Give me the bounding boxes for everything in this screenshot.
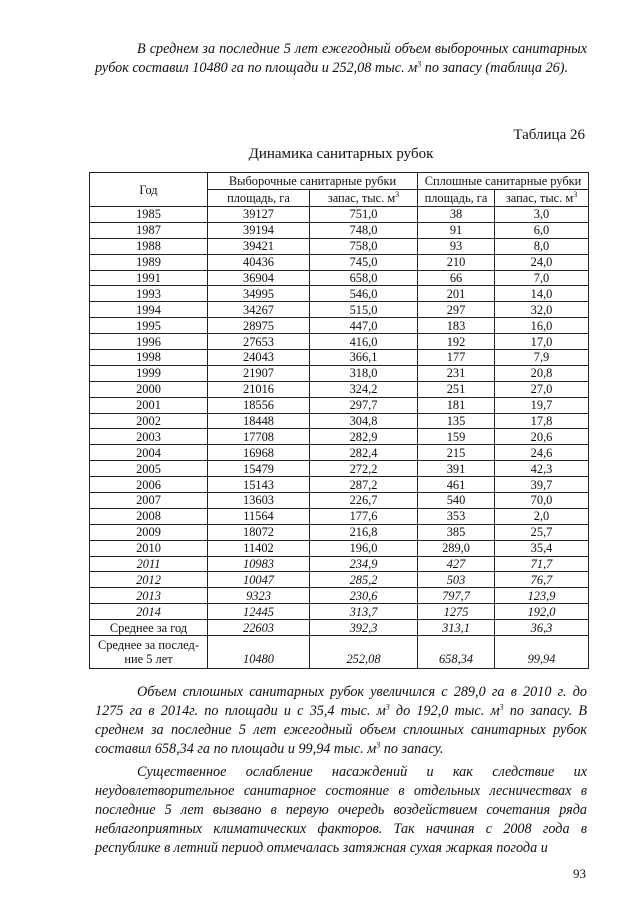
unit-superscript: 3	[573, 189, 578, 199]
cell-clr-stock: 20,8	[495, 365, 589, 381]
cell-clr-area: 427	[418, 556, 495, 572]
cell-sel-area: 40436	[208, 254, 310, 270]
table-row	[90, 397, 589, 413]
cell-clr-stock: 24,0	[495, 254, 589, 270]
cell-year: 2014	[90, 604, 208, 620]
header-clear-cuttings: Сплошные санитарные рубки	[418, 173, 589, 190]
cell-year: 2009	[90, 524, 208, 540]
intro-paragraph	[95, 40, 587, 78]
cell-clr-stock: 6,0	[495, 222, 589, 238]
para2-text-b: до 192,0 тыс. м	[389, 703, 500, 719]
cell-clr-stock: 71,7	[495, 556, 589, 572]
cell-clr-stock: 14,0	[495, 286, 589, 302]
cell-year: 2003	[90, 429, 208, 445]
cell-label: Среднее за послед-ние 5 лет	[90, 636, 208, 669]
cell-clr-area: 461	[418, 477, 495, 493]
cell-clr-stock: 24,6	[495, 445, 589, 461]
cell-sel-area: 36904	[208, 270, 310, 286]
header-year: Год	[90, 173, 208, 207]
cell-sel-stock: 745,0	[310, 254, 418, 270]
cell-sel-stock: 234,9	[310, 556, 418, 572]
table-row	[90, 461, 589, 477]
cell-clr-stock: 7,9	[495, 350, 589, 366]
cell-sel-area: 18448	[208, 413, 310, 429]
cell-sel-area: 39127	[208, 207, 310, 223]
cell-clr-stock: 2,0	[495, 508, 589, 524]
cell-sel-area: 18556	[208, 397, 310, 413]
cell-year: 2001	[90, 397, 208, 413]
cell-sel-area: 24043	[208, 350, 310, 366]
table-row	[90, 524, 589, 540]
cell-year: 2010	[90, 540, 208, 556]
cell-year: 2006	[90, 477, 208, 493]
cell-sel-area: 9323	[208, 588, 310, 604]
table-row	[90, 302, 589, 318]
cell-clr-stock: 16,0	[495, 318, 589, 334]
cell-year: 2013	[90, 588, 208, 604]
cell-sel-stock: 297,7	[310, 397, 418, 413]
cell-year: 1998	[90, 350, 208, 366]
cell-clr-area: 192	[418, 334, 495, 350]
cell-sel-stock: 282,4	[310, 445, 418, 461]
table-row-mean-5-years	[90, 636, 589, 669]
header-selective-cuttings: Выборочные санитарные рубки	[208, 173, 418, 190]
table-title: Динамика санитарных рубок	[248, 146, 434, 162]
para2-text-d: по запасу.	[380, 741, 444, 757]
table-row	[90, 556, 589, 572]
cell-sel-stock: 515,0	[310, 302, 418, 318]
cell-clr-stock: 27,0	[495, 381, 589, 397]
table-row	[90, 572, 589, 588]
cell-year: 2011	[90, 556, 208, 572]
cell-clr-area: 183	[418, 318, 495, 334]
cell-clr-stock: 42,3	[495, 461, 589, 477]
cell-sel-area: 13603	[208, 493, 310, 509]
cell-sel-stock: 285,2	[310, 572, 418, 588]
header-selective-area: площадь, га	[208, 190, 310, 207]
table-row	[90, 493, 589, 509]
cell-sel-area: 15143	[208, 477, 310, 493]
cell-clr-stock: 99,94	[495, 636, 589, 669]
cell-clr-area: 66	[418, 270, 495, 286]
cell-sel-stock: 230,6	[310, 588, 418, 604]
cell-sel-area: 10983	[208, 556, 310, 572]
cell-year: 2007	[90, 493, 208, 509]
cell-sel-area: 12445	[208, 604, 310, 620]
table-row-mean-year	[90, 620, 589, 636]
para2-text-c: по запасу. В среднем за последние 5 лет ежегодный объем сплошных санитарных рубок составил 658,34 га по площади и 99,94 тыс. м	[95, 703, 587, 757]
cell-sel-stock: 758,0	[310, 238, 418, 254]
cell-clr-area: 93	[418, 238, 495, 254]
cell-clr-area: 289,0	[418, 540, 495, 556]
cell-sel-area: 27653	[208, 334, 310, 350]
table-row	[90, 588, 589, 604]
cell-year: 2002	[90, 413, 208, 429]
table-row	[90, 286, 589, 302]
cell-year: 1989	[90, 254, 208, 270]
table-row	[90, 365, 589, 381]
cell-sel-stock: 751,0	[310, 207, 418, 223]
clear-cuttings-paragraph	[95, 683, 587, 759]
cell-sel-stock: 416,0	[310, 334, 418, 350]
cell-sel-stock: 546,0	[310, 286, 418, 302]
cell-clr-area: 251	[418, 381, 495, 397]
table-row	[90, 381, 589, 397]
cell-clr-area: 540	[418, 493, 495, 509]
cell-clr-area: 503	[418, 572, 495, 588]
cell-clr-stock: 192,0	[495, 604, 589, 620]
cell-clr-stock: 35,4	[495, 540, 589, 556]
table-row	[90, 350, 589, 366]
cell-clr-area: 385	[418, 524, 495, 540]
cell-sel-stock: 324,2	[310, 381, 418, 397]
cell-clr-stock: 7,0	[495, 270, 589, 286]
cell-sel-stock: 177,6	[310, 508, 418, 524]
cell-clr-area: 135	[418, 413, 495, 429]
cell-clr-stock: 8,0	[495, 238, 589, 254]
cell-clr-stock: 76,7	[495, 572, 589, 588]
cell-clr-area: 658,34	[418, 636, 495, 669]
cell-year: 1995	[90, 318, 208, 334]
cell-year: 2008	[90, 508, 208, 524]
cell-sel-area: 39421	[208, 238, 310, 254]
cell-clr-stock: 17,8	[495, 413, 589, 429]
stock-label: запас, тыс. м	[327, 191, 396, 205]
weakening-paragraph: Существенное ослабление насаждений и как следствие их неудовлетворительное санитарное состояние в отдельных лесничествах в последние 5 лет вызвано в первую очередь воздействием сочетания ряда неблагоприятных климатических факторов. Так начиная с 2008 года в республике в летний период отмечалась затяжная сухая жаркая погода и	[95, 764, 587, 856]
cell-sel-area: 17708	[208, 429, 310, 445]
cell-sel-stock: 216,8	[310, 524, 418, 540]
cell-year: 1987	[90, 222, 208, 238]
intro-text-end: по запасу (таблица 26).	[421, 60, 569, 76]
table-row	[90, 508, 589, 524]
table-row	[90, 207, 589, 223]
cell-clr-area: 313,1	[418, 620, 495, 636]
table-row	[90, 254, 589, 270]
cell-sel-area: 18072	[208, 524, 310, 540]
cell-clr-area: 181	[418, 397, 495, 413]
cell-clr-stock: 123,9	[495, 588, 589, 604]
cell-clr-area: 231	[418, 365, 495, 381]
cell-sel-area: 10480	[208, 636, 310, 669]
cell-clr-stock: 70,0	[495, 493, 589, 509]
sanitary-cuttings-table	[89, 172, 589, 669]
cell-sel-stock: 252,08	[310, 636, 418, 669]
header-clear-stock	[495, 190, 589, 207]
table-row	[90, 270, 589, 286]
cell-sel-stock: 366,1	[310, 350, 418, 366]
cell-sel-stock: 282,9	[310, 429, 418, 445]
cell-sel-area: 11564	[208, 508, 310, 524]
table-row	[90, 318, 589, 334]
table-row	[90, 429, 589, 445]
cell-year: 1999	[90, 365, 208, 381]
unit-superscript: 3	[499, 702, 504, 712]
cell-clr-stock: 39,7	[495, 477, 589, 493]
cell-sel-area: 22603	[208, 620, 310, 636]
para2-text-a: Объем сплошных санитарных рубок увеличился с 289,0 га в 2010 г. до 1275 га в 2014г. по площади и с 35,4 тыс. м	[95, 684, 587, 719]
cell-clr-area: 210	[418, 254, 495, 270]
table-row	[90, 477, 589, 493]
table-row	[90, 334, 589, 350]
cell-sel-area: 21907	[208, 365, 310, 381]
table-row	[90, 445, 589, 461]
cell-sel-area: 10047	[208, 572, 310, 588]
cell-sel-area: 39194	[208, 222, 310, 238]
cell-clr-stock: 36,3	[495, 620, 589, 636]
cell-clr-area: 91	[418, 222, 495, 238]
cell-sel-stock: 447,0	[310, 318, 418, 334]
cell-year: 1994	[90, 302, 208, 318]
cell-clr-area: 391	[418, 461, 495, 477]
table-row	[90, 540, 589, 556]
cell-year: 1985	[90, 207, 208, 223]
cell-clr-area: 201	[418, 286, 495, 302]
cell-sel-area: 16968	[208, 445, 310, 461]
table-row	[90, 222, 589, 238]
cell-year: 2005	[90, 461, 208, 477]
cell-sel-stock: 304,8	[310, 413, 418, 429]
header-selective-stock	[310, 190, 418, 207]
cell-year: 1993	[90, 286, 208, 302]
cell-sel-stock: 658,0	[310, 270, 418, 286]
cell-clr-stock: 3,0	[495, 207, 589, 223]
header-clear-area: площадь, га	[418, 190, 495, 207]
unit-superscript: 3	[376, 740, 381, 750]
unit-superscript: 3	[385, 702, 390, 712]
cell-sel-stock: 318,0	[310, 365, 418, 381]
cell-sel-area: 28975	[208, 318, 310, 334]
cell-clr-area: 159	[418, 429, 495, 445]
cell-clr-area: 353	[418, 508, 495, 524]
cell-sel-stock: 196,0	[310, 540, 418, 556]
cell-clr-area: 215	[418, 445, 495, 461]
cell-sel-area: 34995	[208, 286, 310, 302]
table-row	[90, 238, 589, 254]
cell-sel-stock: 313,7	[310, 604, 418, 620]
cell-label: Среднее за год	[90, 620, 208, 636]
intro-text: В среднем за последние 5 лет ежегодный объем выборочных санитарных рубок составил 10480 га по площади и 252,08 тыс. м	[95, 41, 587, 76]
cell-sel-area: 21016	[208, 381, 310, 397]
cell-sel-area: 34267	[208, 302, 310, 318]
cell-sel-stock: 272,2	[310, 461, 418, 477]
cell-sel-area: 11402	[208, 540, 310, 556]
cell-sel-stock: 226,7	[310, 493, 418, 509]
cell-clr-area: 1275	[418, 604, 495, 620]
cell-clr-area: 797,7	[418, 588, 495, 604]
cell-clr-stock: 32,0	[495, 302, 589, 318]
cell-clr-area: 297	[418, 302, 495, 318]
cell-sel-area: 15479	[208, 461, 310, 477]
table-row	[90, 604, 589, 620]
cell-clr-stock: 20,6	[495, 429, 589, 445]
cell-clr-stock: 17,0	[495, 334, 589, 350]
cell-clr-area: 177	[418, 350, 495, 366]
cell-year: 1988	[90, 238, 208, 254]
cell-year: 2004	[90, 445, 208, 461]
cell-year: 2000	[90, 381, 208, 397]
cell-year: 1991	[90, 270, 208, 286]
cell-year: 1996	[90, 334, 208, 350]
cell-sel-stock: 287,2	[310, 477, 418, 493]
cell-clr-stock: 19,7	[495, 397, 589, 413]
unit-superscript: 3	[395, 189, 400, 199]
table-number: Таблица 26	[513, 127, 585, 143]
cell-sel-stock: 748,0	[310, 222, 418, 238]
cell-clr-stock: 25,7	[495, 524, 589, 540]
cell-clr-area: 38	[418, 207, 495, 223]
stock-label: запас, тыс. м	[505, 191, 574, 205]
unit-superscript: 3	[417, 59, 422, 69]
cell-year: 2012	[90, 572, 208, 588]
cell-sel-stock: 392,3	[310, 620, 418, 636]
table-body	[90, 207, 589, 669]
page-number: 93	[573, 866, 586, 881]
table-row	[90, 413, 589, 429]
